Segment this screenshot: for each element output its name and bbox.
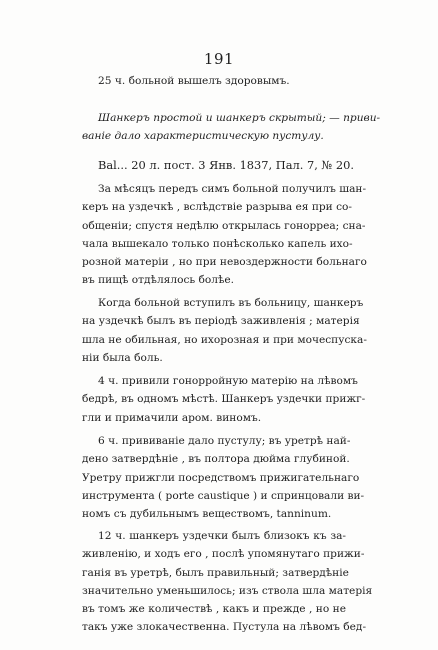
paragraph-line: живленію, и ходъ его , послѣ упомянутаго прижи- bbox=[82, 548, 365, 561]
paragraph-line: инструмента ( porte caustique ) и спринцовали ви- bbox=[82, 489, 365, 502]
paragraph-line: въ томъ же количествѣ , какъ и прежде , но не bbox=[82, 603, 346, 616]
paragraph-line: чала вышекало только понѣсколько капель ихо- bbox=[82, 237, 353, 250]
paragraph-line: такъ уже злокачественна. Пустула на лѣвомъ бед- bbox=[82, 621, 367, 634]
paragraph-line: номъ съ дубильнымъ веществомъ, tanninum. bbox=[82, 508, 332, 521]
paragraph-line: значительно уменьшилось; изъ ствола шла матерія bbox=[82, 584, 373, 597]
paragraph-line: 6 ч. прививаніе дало пустулу; въ уретрѣ най- bbox=[98, 435, 351, 447]
discharge-line: 25 ч. больной вышелъ здоровымъ. bbox=[98, 75, 290, 87]
paragraph-line: розной матеріи , но при невоздержности больнаго bbox=[82, 256, 367, 269]
paragraph-line: Уретру прижгли посредствомъ прижигательнаго bbox=[82, 471, 360, 484]
page-number: 191 bbox=[203, 50, 235, 68]
case-heading bbox=[82, 156, 355, 174]
paragraph-line: керъ на уздечкѣ , вслѣдствіе разрыва ея при со- bbox=[82, 201, 352, 214]
paragraph-line: ганія въ уретрѣ, былъ правильный; затвердѣніе bbox=[82, 566, 349, 579]
italic-heading bbox=[82, 109, 381, 146]
italic-heading-line-2: ваніе дало характеристическую пустулу. bbox=[82, 130, 324, 143]
paragraph-line: Когда больной вступилъ въ больницу, шанкеръ bbox=[98, 297, 364, 309]
paragraph-line: въ пищѣ отдѣлялось болѣе. bbox=[82, 274, 235, 287]
discharge-note bbox=[82, 72, 346, 90]
paragraph-line: дено затвердѣніе , въ полтора дюйма глубиной. bbox=[82, 453, 350, 466]
paragraph-line: 12 ч. шанкеръ уздечки былъ близокъ къ за- bbox=[98, 530, 346, 542]
paragraph-line: на уздечкѣ былъ въ періодѣ заживленія ; матерія bbox=[82, 315, 360, 328]
paragraph-3 bbox=[82, 372, 366, 427]
paragraph-line: За мѣсяцъ передъ симъ больной получилъ шан- bbox=[98, 183, 367, 195]
paragraph-4 bbox=[82, 432, 365, 523]
italic-heading-line-1: Шанкеръ простой и шанкеръ скрытый; — приви- bbox=[98, 112, 381, 124]
case-heading-line: Bal... 20 л. пост. 3 Янв. 1837, Пал. 7, № 20. bbox=[98, 158, 355, 172]
paragraph-line: ніи была боль. bbox=[82, 351, 163, 364]
paragraph-5 bbox=[82, 527, 373, 637]
paragraph-2 bbox=[82, 294, 367, 367]
paragraph-line: шла не обильная, но ихорозная и при мочеспуска- bbox=[82, 333, 367, 346]
paragraph-line: бедрѣ, въ одномъ мѣстѣ. Шанкеръ уздечки прижг- bbox=[82, 393, 366, 406]
paragraph-1 bbox=[82, 180, 367, 290]
paragraph-line: гли и примачили аром. виномъ. bbox=[82, 411, 262, 424]
paragraph-line: 4 ч. привили гонорройную матерію на лѣвомъ bbox=[98, 375, 358, 387]
paragraph-line: общеніи; спустя недѣлю открылась гонорреа; сна- bbox=[82, 219, 366, 232]
